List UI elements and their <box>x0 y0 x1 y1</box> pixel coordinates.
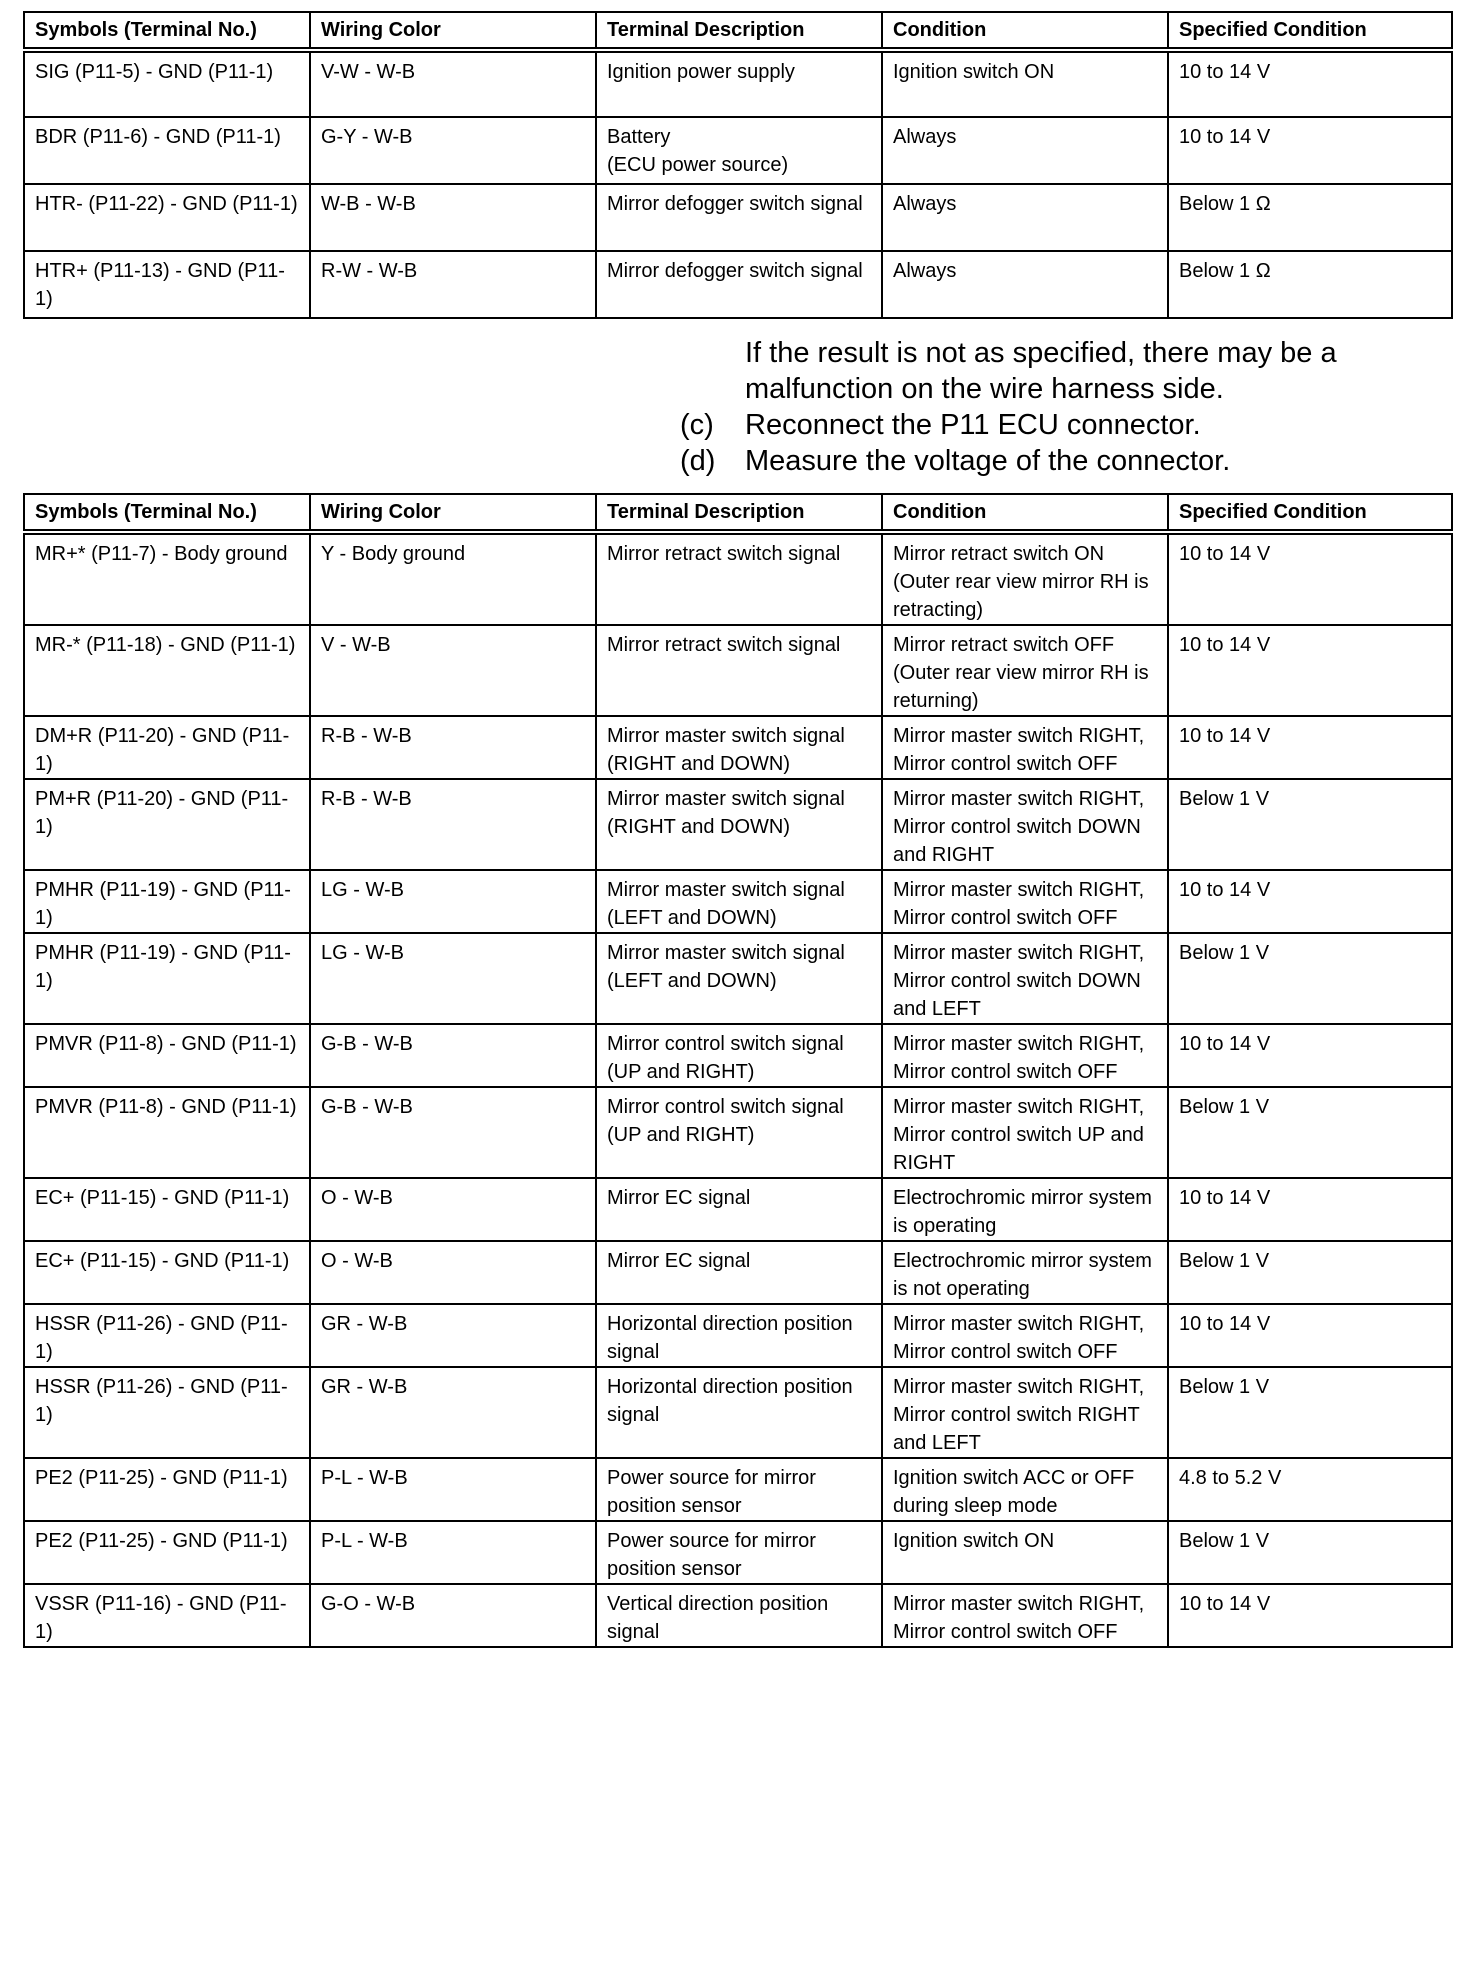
condition-cell: Always <box>882 251 1168 318</box>
condition-cell: Mirror master switch RIGHT, Mirror control switch DOWN and RIGHT <box>882 779 1168 870</box>
wiring-color-cell: P-L - W-B <box>310 1521 596 1584</box>
condition-cell: Always <box>882 117 1168 184</box>
symbols-cell: VSSR (P11-16) - GND (P11-1) <box>24 1584 310 1647</box>
wiring-color-cell: W-B - W-B <box>310 184 596 251</box>
wiring-color-cell: R-W - W-B <box>310 251 596 318</box>
symbols-cell: EC+ (P11-15) - GND (P11-1) <box>24 1241 310 1304</box>
wiring-color-cell: GR - W-B <box>310 1367 596 1458</box>
condition-cell: Mirror master switch RIGHT, Mirror control switch OFF <box>882 716 1168 779</box>
terminal-description-cell: Horizontal direction position signal <box>596 1304 882 1367</box>
symbols-cell: PE2 (P11-25) - GND (P11-1) <box>24 1521 310 1584</box>
result-note <box>680 335 1440 407</box>
terminal-description-cell: Power source for mirror position sensor <box>596 1458 882 1521</box>
wiring-color-cell: GR - W-B <box>310 1304 596 1367</box>
symbols-cell: HTR+ (P11-13) - GND (P11-1) <box>24 251 310 318</box>
step-d <box>680 443 1440 479</box>
terminal-description-cell: Horizontal direction position signal <box>596 1367 882 1458</box>
terminal-description-cell: Mirror master switch signal (LEFT and DOWN) <box>596 933 882 1024</box>
table-row <box>24 1458 1452 1521</box>
header-symbols: Symbols (Terminal No.) <box>24 12 310 50</box>
specified-condition-cell: 4.8 to 5.2 V <box>1168 1458 1452 1521</box>
step-d-text: Measure the voltage of the connector. <box>745 445 1231 477</box>
condition-cell: Mirror master switch RIGHT, Mirror control switch RIGHT and LEFT <box>882 1367 1168 1458</box>
specified-condition-cell: 10 to 14 V <box>1168 1178 1452 1241</box>
terminal-description-cell: Ignition power supply <box>596 50 882 117</box>
table-body <box>24 532 1452 1647</box>
specified-condition-cell: Below 1 Ω <box>1168 184 1452 251</box>
table-row <box>24 184 1452 251</box>
specified-condition-cell: 10 to 14 V <box>1168 50 1452 117</box>
symbols-cell: EC+ (P11-15) - GND (P11-1) <box>24 1178 310 1241</box>
specified-condition-cell: 10 to 14 V <box>1168 1584 1452 1647</box>
terminal-description-cell: Vertical direction position signal <box>596 1584 882 1647</box>
symbols-cell: PMHR (P11-19) - GND (P11-1) <box>24 933 310 1024</box>
condition-cell: Electrochromic mirror system is not operating <box>882 1241 1168 1304</box>
step-d-marker: (d) <box>680 445 716 477</box>
condition-cell: Mirror master switch RIGHT, Mirror control switch DOWN and LEFT <box>882 933 1168 1024</box>
instruction-notes <box>680 335 1440 479</box>
specified-condition-cell: Below 1 V <box>1168 1367 1452 1458</box>
table-row <box>24 50 1452 117</box>
table-row <box>24 933 1452 1024</box>
header-wiring-color: Wiring Color <box>310 494 596 532</box>
symbols-cell: DM+R (P11-20) - GND (P11-1) <box>24 716 310 779</box>
terminal-description-cell: Power source for mirror position sensor <box>596 1521 882 1584</box>
terminal-description-cell: Mirror defogger switch signal <box>596 251 882 318</box>
table-row <box>24 1367 1452 1458</box>
result-note-text: If the result is not as specified, there may be a malfunction on the wire harness side. <box>745 337 1337 405</box>
specified-condition-cell: Below 1 V <box>1168 1087 1452 1178</box>
wiring-color-cell: O - W-B <box>310 1178 596 1241</box>
symbols-cell: PMVR (P11-8) - GND (P11-1) <box>24 1024 310 1087</box>
terminal-description-cell: Mirror master switch signal (RIGHT and DOWN) <box>596 716 882 779</box>
terminal-description-cell: Mirror EC signal <box>596 1178 882 1241</box>
wiring-color-cell: V - W-B <box>310 625 596 716</box>
table-header-row <box>24 12 1452 50</box>
specified-condition-cell: Below 1 V <box>1168 933 1452 1024</box>
condition-cell: Mirror master switch RIGHT, Mirror control switch UP and RIGHT <box>882 1087 1168 1178</box>
table-row <box>24 117 1452 184</box>
wiring-color-cell: G-B - W-B <box>310 1024 596 1087</box>
table-row <box>24 532 1452 625</box>
header-terminal-description: Terminal Description <box>596 12 882 50</box>
symbols-cell: HSSR (P11-26) - GND (P11-1) <box>24 1367 310 1458</box>
specified-condition-cell: 10 to 14 V <box>1168 716 1452 779</box>
terminal-description-cell: Mirror master switch signal (LEFT and DOWN) <box>596 870 882 933</box>
specified-condition-cell: 10 to 14 V <box>1168 532 1452 625</box>
symbols-cell: PE2 (P11-25) - GND (P11-1) <box>24 1458 310 1521</box>
terminal-description-cell: Battery (ECU power source) <box>596 117 882 184</box>
symbols-cell: HTR- (P11-22) - GND (P11-1) <box>24 184 310 251</box>
header-wiring-color: Wiring Color <box>310 12 596 50</box>
header-condition: Condition <box>882 494 1168 532</box>
table-row <box>24 716 1452 779</box>
specified-condition-cell: 10 to 14 V <box>1168 870 1452 933</box>
table-row <box>24 1584 1452 1647</box>
table-row <box>24 870 1452 933</box>
terminal-description-cell: Mirror control switch signal (UP and RIGHT) <box>596 1024 882 1087</box>
condition-cell: Mirror master switch RIGHT, Mirror control switch OFF <box>882 1304 1168 1367</box>
wiring-color-cell: G-B - W-B <box>310 1087 596 1178</box>
specified-condition-cell: Below 1 V <box>1168 779 1452 870</box>
wiring-color-cell: R-B - W-B <box>310 716 596 779</box>
terminal-description-cell: Mirror EC signal <box>596 1241 882 1304</box>
condition-cell: Ignition switch ON <box>882 1521 1168 1584</box>
step-c-marker: (c) <box>680 409 714 441</box>
wiring-color-cell: LG - W-B <box>310 933 596 1024</box>
table-body <box>24 50 1452 318</box>
step-c-text: Reconnect the P11 ECU connector. <box>745 409 1201 441</box>
wiring-color-cell: R-B - W-B <box>310 779 596 870</box>
table-row <box>24 625 1452 716</box>
specified-condition-cell: 10 to 14 V <box>1168 625 1452 716</box>
symbols-cell: SIG (P11-5) - GND (P11-1) <box>24 50 310 117</box>
terminal-description-cell: Mirror master switch signal (RIGHT and DOWN) <box>596 779 882 870</box>
wiring-color-cell: LG - W-B <box>310 870 596 933</box>
table-row <box>24 1521 1452 1584</box>
specified-condition-cell: 10 to 14 V <box>1168 1304 1452 1367</box>
header-symbols: Symbols (Terminal No.) <box>24 494 310 532</box>
condition-cell: Ignition switch ACC or OFF during sleep mode <box>882 1458 1168 1521</box>
table-row <box>24 1304 1452 1367</box>
symbols-cell: MR+* (P11-7) - Body ground <box>24 532 310 625</box>
condition-cell: Mirror retract switch ON (Outer rear view mirror RH is retracting) <box>882 532 1168 625</box>
condition-cell: Ignition switch ON <box>882 50 1168 117</box>
table-row <box>24 1024 1452 1087</box>
condition-cell: Mirror master switch RIGHT, Mirror control switch OFF <box>882 1584 1168 1647</box>
symbols-cell: PMHR (P11-19) - GND (P11-1) <box>24 870 310 933</box>
table-row <box>24 251 1452 318</box>
terminal-description-cell: Mirror retract switch signal <box>596 532 882 625</box>
wiring-color-cell: P-L - W-B <box>310 1458 596 1521</box>
symbols-cell: PMVR (P11-8) - GND (P11-1) <box>24 1087 310 1178</box>
specified-condition-cell: Below 1 V <box>1168 1241 1452 1304</box>
wiring-color-cell: G-Y - W-B <box>310 117 596 184</box>
symbols-cell: PM+R (P11-20) - GND (P11-1) <box>24 779 310 870</box>
condition-cell: Mirror retract switch OFF (Outer rear view mirror RH is returning) <box>882 625 1168 716</box>
specified-condition-cell: Below 1 V <box>1168 1521 1452 1584</box>
condition-cell: Always <box>882 184 1168 251</box>
specified-condition-cell: 10 to 14 V <box>1168 1024 1452 1087</box>
header-specified-condition: Specified Condition <box>1168 494 1452 532</box>
table-row <box>24 1087 1452 1178</box>
condition-cell: Mirror master switch RIGHT, Mirror control switch OFF <box>882 870 1168 933</box>
wiring-color-cell: Y - Body ground <box>310 532 596 625</box>
step-c <box>680 407 1440 443</box>
condition-cell: Electrochromic mirror system is operating <box>882 1178 1168 1241</box>
terminal-description-cell: Mirror control switch signal (UP and RIGHT) <box>596 1087 882 1178</box>
wiring-color-cell: O - W-B <box>310 1241 596 1304</box>
header-condition: Condition <box>882 12 1168 50</box>
condition-cell: Mirror master switch RIGHT, Mirror control switch OFF <box>882 1024 1168 1087</box>
terminal-voltage-table <box>23 493 1453 1648</box>
terminal-description-cell: Mirror defogger switch signal <box>596 184 882 251</box>
wiring-color-cell: G-O - W-B <box>310 1584 596 1647</box>
table-header-row <box>24 494 1452 532</box>
table-row <box>24 1178 1452 1241</box>
symbols-cell: HSSR (P11-26) - GND (P11-1) <box>24 1304 310 1367</box>
symbols-cell: BDR (P11-6) - GND (P11-1) <box>24 117 310 184</box>
header-specified-condition: Specified Condition <box>1168 12 1452 50</box>
header-terminal-description: Terminal Description <box>596 494 882 532</box>
specified-condition-cell: 10 to 14 V <box>1168 117 1452 184</box>
symbols-cell: MR-* (P11-18) - GND (P11-1) <box>24 625 310 716</box>
table-row <box>24 779 1452 870</box>
terminal-resistance-table <box>23 11 1453 319</box>
table-row <box>24 1241 1452 1304</box>
specified-condition-cell: Below 1 Ω <box>1168 251 1452 318</box>
wiring-color-cell: V-W - W-B <box>310 50 596 117</box>
terminal-description-cell: Mirror retract switch signal <box>596 625 882 716</box>
